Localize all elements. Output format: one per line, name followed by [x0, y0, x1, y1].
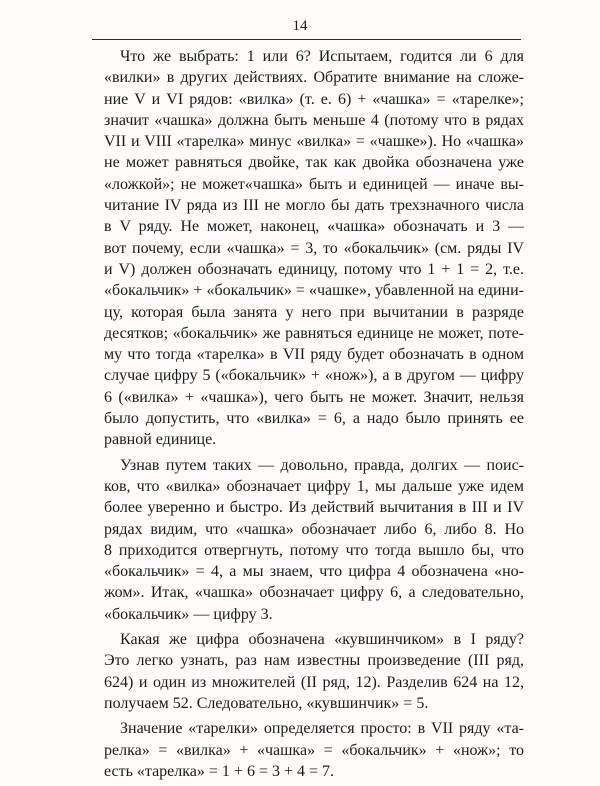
paragraph	[104, 718, 524, 782]
text-line: Это легко узнать, раз нам известны произведение (III ряд,	[104, 652, 524, 670]
text-line: не может равняться двойке, так как двойка обозначена уже	[104, 154, 524, 172]
text-line: «бокальчик» — цифру 3.	[104, 605, 273, 623]
header-rule	[92, 39, 521, 40]
text-line: цу, которая была занята у него при вычитании в разряде	[104, 303, 524, 321]
text-line: Какая же цифра обозначена «кувшинчиком» в I ряду?	[120, 631, 524, 649]
text-line: 624) и один из множителей (II ряд, 12). Разделив 624 на 12,	[104, 673, 524, 691]
text-line: случае цифру 5 («бокальчик» + «нож»), а в другом — цифру	[104, 367, 524, 385]
text-line: «ложкой»; не может«чашка» быть и единицей — иначе вы-	[104, 175, 524, 193]
text-line: VII и VIII «тарелка» минус «вилка» = «чашке»). Но «чашка»	[104, 133, 524, 151]
text-line: Что же выбрать: 1 или 6? Испытаем, годится ли 6 для	[120, 48, 524, 65]
text-line: вот почему, если «чашка» = 3, то «бокальчик» (см. ряды IV	[104, 239, 524, 257]
text-line: «бокальчик» = 4, а мы знаем, что цифра 4 обозначена «но-	[104, 563, 524, 581]
text-line: Значение «тарелки» определяется просто: в VII ряду «та-	[120, 720, 524, 738]
text-line: есть «тарелка» = 1 + 6 = 3 + 4 = 7.	[104, 762, 335, 780]
text-line: «вилки» в других действиях. Обратите внимание на сложе-	[104, 69, 524, 87]
text-line: и V) должен обозначать единицу, потому что 1 + 1 = 2, т.е.	[104, 260, 524, 278]
text-line: десятков; «бокальчик» же равняться единице не может, поте-	[104, 324, 524, 342]
text-line: Узнав путем таких — довольно, правда, долгих — поис-	[120, 456, 524, 474]
text-block	[104, 46, 524, 786]
text-line: рядах видим, что «чашка» обозначает либо 6, либо 8. Но	[104, 520, 524, 538]
paragraph	[104, 629, 524, 714]
text-line: более уверенно и быстро. Из действий вычитания в III и IV	[104, 499, 524, 517]
text-line: было допустить, что «вилка» = 6, а надо было принять ее	[104, 410, 524, 428]
text-line: читание IV ряда из III не могло бы дать трехзначного числа	[104, 197, 524, 215]
text-line: «бокальчик» + «бокальчик» = «чашке», убавленной на едини-	[104, 282, 524, 300]
text-line: жом». Итак, «чашка» обозначает цифру 6, а следовательно,	[104, 584, 524, 602]
paragraph	[104, 455, 524, 625]
text-line: получаем 52. Следовательно, «кувшинчик» = 5.	[104, 694, 429, 712]
text-line: 8 приходится отвергнуть, потому что тогда вышло бы, что	[104, 541, 524, 559]
text-line: ние V и VI рядов: «вилка» (т. е. 6) + «чашка» = «тарелке»;	[104, 90, 524, 108]
paragraph	[104, 46, 524, 451]
text-line: значит «чашка» должна быть меньше 4 (потому что в рядах	[104, 111, 524, 129]
text-line: равной единице.	[104, 431, 217, 449]
text-line: в V ряду. Не может, наконец, «чашка» обозначать и 3 —	[104, 218, 524, 236]
text-line: му что тогда «тарелка» в VII ряду будет обозначать в одном	[104, 346, 524, 364]
page-number: 14	[292, 18, 308, 34]
text-line: 6 («вилка» + «чашка»), чего быть не может. Значит, нельзя	[104, 388, 524, 406]
text-line: релка» = «вилка» + «чашка» = «бокальчик» + «нож»; то	[104, 741, 524, 759]
text-line: ков, что «вилка» обозначает цифру 1, мы дальше уже идем	[104, 477, 524, 495]
